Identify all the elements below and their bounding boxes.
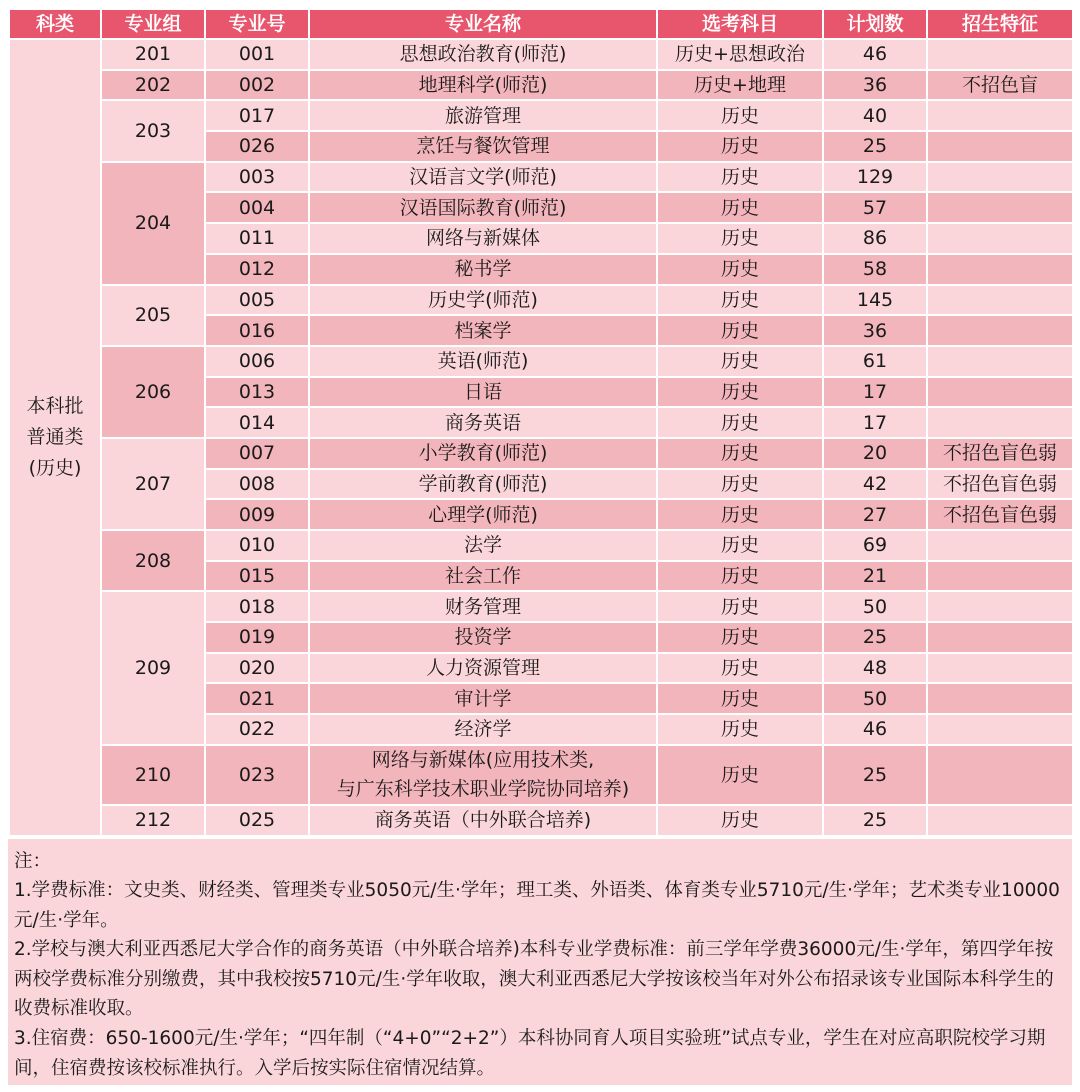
major-name-cell — [309, 653, 657, 684]
major-name-cell — [309, 561, 657, 592]
header-cell: 专业组 — [101, 9, 205, 39]
major-no-cell: 015 — [205, 561, 309, 592]
major-no-cell: 003 — [205, 162, 309, 193]
major-name-line: 人力资源管理 — [425, 657, 540, 680]
major-name-line: 档案学 — [454, 319, 512, 342]
feature-cell — [927, 100, 1073, 131]
plan-count-cell: 25 — [823, 622, 927, 653]
major-no-cell: 021 — [205, 683, 309, 714]
plan-count-cell: 69 — [823, 530, 927, 561]
table-row — [9, 805, 1073, 836]
major-no-cell: 010 — [205, 530, 309, 561]
plan-count-cell: 40 — [823, 100, 927, 131]
major-name-line: 审计学 — [454, 687, 512, 710]
feature-cell — [927, 254, 1073, 285]
subject-cell: 历史 — [657, 745, 823, 805]
subject-cell: 历史 — [657, 254, 823, 285]
major-name-line: 投资学 — [454, 626, 512, 649]
feature-cell: 不招色盲色弱 — [927, 499, 1073, 530]
major-no-cell: 006 — [205, 346, 309, 377]
major-no-cell: 008 — [205, 469, 309, 500]
plan-count-cell: 36 — [823, 70, 927, 101]
subject-cell: 历史 — [657, 192, 823, 223]
table-row — [9, 285, 1073, 316]
plan-count-cell: 25 — [823, 745, 927, 805]
subject-cell: 历史 — [657, 530, 823, 561]
subject-cell: 历史 — [657, 223, 823, 254]
plan-count-cell: 46 — [823, 39, 927, 70]
feature-cell — [927, 530, 1073, 561]
major-name-line: 财务管理 — [444, 595, 521, 618]
enrollment-plan — [8, 8, 1072, 1085]
plan-count-cell: 20 — [823, 438, 927, 469]
subject-cell: 历史 — [657, 285, 823, 316]
subject-cell: 历史 — [657, 162, 823, 193]
major-name-line: 法学 — [463, 534, 502, 557]
major-name-line: 旅游管理 — [444, 104, 521, 127]
major-name-cell — [309, 346, 657, 377]
major-no-cell: 001 — [205, 39, 309, 70]
major-name-cell — [309, 100, 657, 131]
table-row — [9, 530, 1073, 561]
plan-count-cell: 48 — [823, 653, 927, 684]
category-line: 普通类 — [26, 425, 84, 448]
plan-count-cell: 145 — [823, 285, 927, 316]
feature-cell — [927, 377, 1073, 408]
category-line: (历史) — [28, 456, 82, 479]
plan-count-cell: 58 — [823, 254, 927, 285]
plan-count-cell: 25 — [823, 805, 927, 836]
note-line: 1.学费标准：文史类、财经类、管理类专业5050元/生·学年；理工类、外语类、体育类专业5710元/生·学年；艺术类专业10000元/生·学年。 — [14, 880, 1060, 931]
major-name-line: 烹饪与餐饮管理 — [416, 135, 550, 158]
plan-count-cell: 25 — [823, 131, 927, 162]
plan-count-cell: 36 — [823, 315, 927, 346]
major-name-cell — [309, 192, 657, 223]
major-name-cell — [309, 683, 657, 714]
note-line: 3.住宿费：650-1600元/生·学年；“四年制（“4+0”“2+2”）本科协同育人项目实验班”试点专业，学生在对应高职院校学习期间，住宿费按该校标准执行。入学后按实际住宿情况结算。 — [14, 1028, 1046, 1079]
major-no-cell: 004 — [205, 192, 309, 223]
subject-cell: 历史 — [657, 622, 823, 653]
feature-cell — [927, 622, 1073, 653]
feature-cell — [927, 805, 1073, 836]
major-name-line: 网络与新媒体 — [425, 227, 540, 250]
note-line: 注： — [14, 850, 52, 872]
major-name-line: 网络与新媒体(应用技术类, — [371, 748, 595, 771]
major-no-cell: 026 — [205, 131, 309, 162]
feature-cell — [927, 192, 1073, 223]
plan-count-cell: 61 — [823, 346, 927, 377]
feature-cell — [927, 346, 1073, 377]
subject-cell: 历史 — [657, 653, 823, 684]
major-name-cell — [309, 70, 657, 101]
subject-cell: 历史+地理 — [657, 70, 823, 101]
group-code-cell: 206 — [101, 346, 205, 438]
feature-cell: 不招色盲色弱 — [927, 438, 1073, 469]
major-no-cell: 025 — [205, 805, 309, 836]
major-name-line: 社会工作 — [444, 565, 521, 588]
plan-count-cell: 21 — [823, 561, 927, 592]
major-no-cell: 023 — [205, 745, 309, 805]
subject-cell: 历史 — [657, 469, 823, 500]
major-name-line: 与广东科学技术职业学院协同培养) — [336, 777, 630, 800]
feature-cell — [927, 683, 1073, 714]
major-name-cell — [309, 438, 657, 469]
major-no-cell: 011 — [205, 223, 309, 254]
major-no-cell: 020 — [205, 653, 309, 684]
group-code-cell: 202 — [101, 70, 205, 101]
header-cell: 科类 — [9, 9, 101, 39]
plan-count-cell: 50 — [823, 591, 927, 622]
major-no-cell: 019 — [205, 622, 309, 653]
plan-count-cell: 57 — [823, 192, 927, 223]
major-no-cell: 022 — [205, 714, 309, 745]
subject-cell: 历史 — [657, 438, 823, 469]
group-code-cell: 207 — [101, 438, 205, 530]
subject-cell: 历史 — [657, 499, 823, 530]
major-name-line: 历史学(师范) — [428, 288, 538, 311]
group-code-cell: 212 — [101, 805, 205, 836]
subject-cell: 历史 — [657, 805, 823, 836]
feature-cell: 不招色盲 — [927, 70, 1073, 101]
subject-cell: 历史 — [657, 683, 823, 714]
major-name-cell — [309, 622, 657, 653]
major-no-cell: 016 — [205, 315, 309, 346]
major-name-cell — [309, 377, 657, 408]
major-no-cell: 009 — [205, 499, 309, 530]
major-name-cell — [309, 591, 657, 622]
note-line: 2.学校与澳大利亚西悉尼大学合作的商务英语（中外联合培养)本科专业学费标准：前三学年学费36000元/生·学年，第四学年按两校学费标准分别缴费，其中我校按5710元/生·学年收取，澳大利亚西悉尼大学按该校当年对外公布招录该专业国际本科学生的收费标准收取。 — [14, 939, 1054, 1020]
header-cell: 专业号 — [205, 9, 309, 39]
subject-cell: 历史 — [657, 377, 823, 408]
table-row — [9, 346, 1073, 377]
major-name-line: 秘书学 — [454, 258, 512, 281]
major-name-cell — [309, 39, 657, 70]
plan-count-cell: 27 — [823, 499, 927, 530]
subject-cell: 历史 — [657, 591, 823, 622]
group-code-cell: 203 — [101, 100, 205, 161]
group-code-cell: 205 — [101, 285, 205, 346]
major-no-cell: 007 — [205, 438, 309, 469]
major-no-cell: 017 — [205, 100, 309, 131]
table-body — [9, 39, 1073, 836]
plan-count-cell: 129 — [823, 162, 927, 193]
plan-count-cell: 42 — [823, 469, 927, 500]
group-code-cell: 204 — [101, 162, 205, 285]
subject-cell: 历史 — [657, 315, 823, 346]
major-name-cell — [309, 131, 657, 162]
subject-cell: 历史 — [657, 346, 823, 377]
table-row — [9, 100, 1073, 131]
category-line: 本科批 — [26, 394, 84, 417]
subject-cell: 历史 — [657, 407, 823, 438]
plan-count-cell: 86 — [823, 223, 927, 254]
major-name-cell — [309, 805, 657, 836]
major-name-line: 汉语国际教育(师范) — [399, 196, 567, 219]
subject-cell: 历史 — [657, 131, 823, 162]
feature-cell: 不招色盲色弱 — [927, 469, 1073, 500]
feature-cell — [927, 653, 1073, 684]
major-no-cell: 013 — [205, 377, 309, 408]
major-name-cell — [309, 530, 657, 561]
major-name-line: 地理科学(师范) — [418, 74, 548, 97]
major-name-line: 心理学(师范) — [428, 503, 538, 526]
feature-cell — [927, 162, 1073, 193]
major-name-line: 学前教育(师范) — [418, 472, 548, 495]
header-cell: 选考科目 — [657, 9, 823, 39]
table-row — [9, 745, 1073, 805]
subject-cell: 历史 — [657, 561, 823, 592]
table-row — [9, 591, 1073, 622]
table-row — [9, 162, 1073, 193]
major-name-cell — [309, 469, 657, 500]
major-name-cell — [309, 223, 657, 254]
plan-count-cell: 50 — [823, 683, 927, 714]
subject-cell: 历史+思想政治 — [657, 39, 823, 70]
feature-cell — [927, 561, 1073, 592]
feature-cell — [927, 285, 1073, 316]
feature-cell — [927, 131, 1073, 162]
feature-cell — [927, 223, 1073, 254]
feature-cell — [927, 714, 1073, 745]
plan-count-cell: 17 — [823, 377, 927, 408]
major-name-line: 日语 — [463, 380, 502, 403]
feature-cell — [927, 407, 1073, 438]
major-name-line: 英语(师范) — [437, 350, 529, 373]
major-name-line: 商务英语 — [444, 411, 521, 434]
major-table — [8, 8, 1074, 837]
major-name-line: 商务英语（中外联合培养) — [374, 809, 592, 832]
category-cell — [9, 39, 101, 836]
header-cell: 招生特征 — [927, 9, 1073, 39]
group-code-cell: 208 — [101, 530, 205, 591]
major-name-cell — [309, 285, 657, 316]
feature-cell — [927, 745, 1073, 805]
feature-cell — [927, 39, 1073, 70]
header-cell: 专业名称 — [309, 9, 657, 39]
major-name-cell — [309, 407, 657, 438]
subject-cell: 历史 — [657, 100, 823, 131]
major-name-cell — [309, 254, 657, 285]
table-row — [9, 70, 1073, 101]
header-cell: 计划数 — [823, 9, 927, 39]
major-name-cell — [309, 499, 657, 530]
major-name-cell — [309, 745, 657, 805]
table-row — [9, 438, 1073, 469]
feature-cell — [927, 315, 1073, 346]
major-name-cell — [309, 315, 657, 346]
plan-count-cell: 46 — [823, 714, 927, 745]
table-header — [9, 9, 1073, 39]
major-name-cell — [309, 162, 657, 193]
plan-count-cell: 17 — [823, 407, 927, 438]
major-name-line: 思想政治教育(师范) — [399, 43, 567, 66]
major-name-line: 小学教育(师范) — [418, 442, 548, 465]
group-code-cell: 210 — [101, 745, 205, 805]
major-no-cell: 005 — [205, 285, 309, 316]
major-no-cell: 002 — [205, 70, 309, 101]
notes — [8, 837, 1072, 1085]
feature-cell — [927, 591, 1073, 622]
major-no-cell: 014 — [205, 407, 309, 438]
major-name-cell — [309, 714, 657, 745]
group-code-cell: 209 — [101, 591, 205, 744]
major-name-line: 汉语言文学(师范) — [409, 166, 557, 189]
subject-cell: 历史 — [657, 714, 823, 745]
major-name-line: 经济学 — [454, 718, 512, 741]
major-no-cell: 012 — [205, 254, 309, 285]
table-row — [9, 39, 1073, 70]
major-no-cell: 018 — [205, 591, 309, 622]
group-code-cell: 201 — [101, 39, 205, 70]
